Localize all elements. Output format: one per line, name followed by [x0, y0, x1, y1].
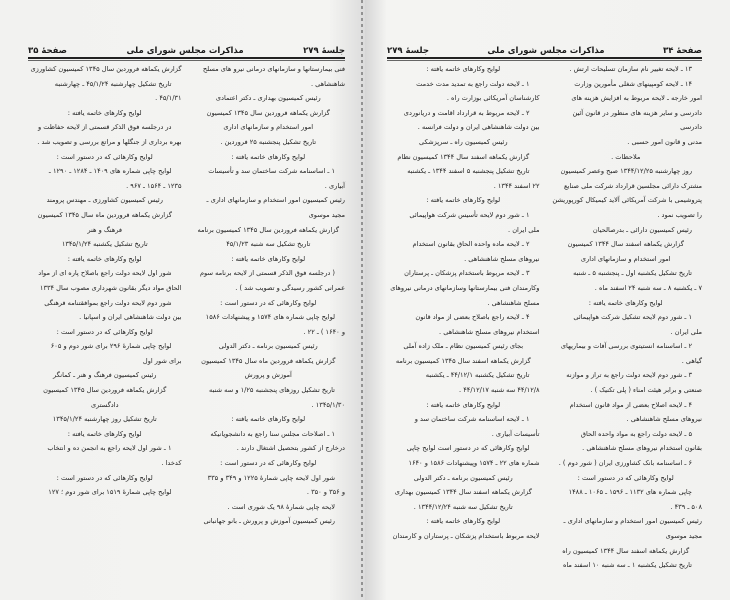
- text-line: لوایح وکارهای خاتمه یافته :: [426, 517, 501, 526]
- text-line: ۴۴/۱۲/۸ سه شنبه ۴۴/۱۲/۱۷ .: [459, 386, 540, 395]
- text-line: امور استخدام و سازمانهای اداری: [580, 254, 671, 263]
- text-line: بین دولت شاهنشاهی ایران و اسپانیا .: [79, 313, 182, 322]
- text-line: شاهنشاهی .: [310, 79, 345, 88]
- text-line: و ۳۵۶ و ۳۵۰ .: [306, 488, 345, 497]
- text-line: شور اول لایحه چاپی شمارهٔ ۱۲۲۵ و ۳۴۹ و ۳۳۵: [207, 473, 335, 482]
- text-line: بین دولت شاهنشاهی ایران و دولت فرانسه .: [417, 123, 540, 132]
- text-line: آموزش و پرورش: [244, 371, 292, 380]
- text-columns: [387, 62, 702, 590]
- text-line: ۱ ـ شور اول لایحه راجع به انجمن ده و انتخاب: [47, 444, 172, 453]
- text-line: گزارش یکماهه فروردین ماه سال ۱۳۴۵ کمیسیون: [201, 356, 336, 365]
- text-line: ۱۴ ـ لایحه کومپینهای شغلی مأمورین وزارت: [574, 79, 692, 88]
- page-header: [387, 42, 702, 56]
- text-line: درخارج از کشور بتحصیل اشتغال دارند .: [236, 444, 345, 453]
- text-line: گزارش یکماهه اسفند سال ۱۳۴۴ کمیسیون نظام: [397, 152, 530, 161]
- text-line: ۲ ـ لایحه ماده واحده الحاق بقانون استخدام: [412, 240, 530, 249]
- page-number: صفحهٔ ۳۴: [663, 46, 702, 56]
- text-line: لوایح چاپی شماره های ۱۵۷۴ و پیشنهادات ۱۵۸۶: [205, 313, 335, 322]
- text-line: ۷ ـ یکشنبه ۸ ـ سه شنبه ۲۴ اسفند ماه .: [594, 283, 702, 292]
- text-line: رئیس کمیسیون امور استخدام و سازمانهای اداری ـ مجید موسوی: [563, 517, 702, 540]
- text-line: لوایح چاپی شمارهٔ ۱۵۱۹ برای شور دوم ؛ ۱۲۷: [48, 488, 172, 497]
- text-line: ۵۰۸ ـ ۴۳۹ .: [670, 502, 702, 511]
- text-line: لوایح وکارهائی که در دستور است :: [56, 327, 153, 336]
- text-line: تأسیسات آبیاری .: [491, 429, 540, 438]
- text-line: پتروشیمی با شرکت آمریکائی آلاید کیمیکال کورپوریشن: [552, 196, 702, 205]
- text-line: لوایح وکارهای خاتمه یافته :: [231, 254, 306, 263]
- text-line: مشترک دارائی مجلسین قرارداد شرکت ملی صنایع: [564, 181, 702, 190]
- header-rule: [387, 57, 702, 59]
- text-line: استخدام نیروهای مسلح شاهنشاهی .: [439, 327, 540, 336]
- column-left: [28, 62, 182, 590]
- text-line: لوایح چاپی شمارهٔ ۲۹۶ برای شور دوم و ۶۰۵: [50, 342, 172, 351]
- text-line: بقانون استخدام نیروهای مسلح شاهنشاهی .: [582, 444, 702, 453]
- text-line: تاریخ تشکیل سه شنبه ۴۵/۱/۲۳: [226, 240, 311, 249]
- text-line: ۱ ـ شور دوم لایحه تأسیس شرکت هواپیمائی: [409, 210, 530, 219]
- text-line: ۱۲۳۵ ـ ۱۵۶۴ ـ ۹۶۷ .: [126, 181, 182, 190]
- text-line: لوایح وکارهای خاتمه یافته :: [67, 108, 142, 117]
- text-line: بهره برداری از جنگلها و مراتع بررسی و تصویب شد .: [37, 137, 182, 146]
- text-line: بجای رئیس کمیسیون نظام ـ ملک زاده آملی: [403, 342, 524, 351]
- text-line: نیروهای مسلح شاهنشاهی .: [464, 254, 540, 263]
- text-line: مدنی و قانون امور حسبی .: [627, 137, 702, 146]
- journal-title: مذاکرات مجلس شورای ملی: [487, 46, 605, 56]
- text-line: ملی ایران .: [508, 225, 540, 234]
- text-line: تاریخ تشکیل سه شنبه ۱۳۴۴/۱۲/۲۴ .: [413, 502, 513, 511]
- header-rule: [28, 57, 345, 59]
- text-line: گزارش یکماهه اسفند سال ۱۳۴۵ کمیسیون برنامه: [395, 356, 531, 365]
- text-line: امور استخدام و سازمانهای اداری: [223, 123, 314, 132]
- text-line: تاریخ تشکیل پنجشنبه ۲۵ فروردین .: [220, 137, 317, 146]
- gutter-shadow: [361, 0, 363, 600]
- text-line: شور اول لایحه دولت راجع باصلاح پاره ای از مواد: [38, 269, 172, 278]
- text-line: شماره های ۲۲ ـ ۱۵۷۴ وپیشنهادات ۱۵۸۶ و ۱۶۴۰: [408, 459, 540, 468]
- text-line: ۱ ـ شور دوم لایحه تشکیل شرکت هواپیمائی: [573, 313, 692, 322]
- text-line: لوایح وکارهای خاتمه یافته :: [426, 196, 501, 205]
- text-line: ۲ ـ لایحه مربوط به قرارداد اقامت و دریانوردی: [403, 108, 530, 117]
- text-line: در درجلسه فوق الذکر قسمتی از لایحه حفاظت و: [37, 123, 172, 132]
- text-line: لوایح وکارهائی که در دستور است لوایح چاپی: [406, 444, 530, 453]
- column-left: [387, 62, 540, 590]
- text-line: لوایح وکارهائی که در دستور است :: [577, 473, 674, 482]
- text-line: فرهنگ و هنر: [87, 225, 123, 234]
- text-line: لوایح وکارهای خاتمه یافته :: [231, 415, 306, 424]
- text-line: لوایح وکارهای خاتمه یافته :: [588, 298, 663, 307]
- text-line: ۶ ـ اساسنامه بانک کشاورزی ایران ( شور دوم ) .: [558, 459, 692, 468]
- page-number: صفحهٔ ۳۵: [28, 46, 67, 56]
- text-line: گزارش یکماهه فروردین سال ۱۳۴۵ کمیسیون: [206, 108, 330, 117]
- text-line: ۴ ـ لایحه راجع باصلاح بعضی از مواد قانون: [415, 313, 530, 322]
- text-line: لوایح وکارهای خاتمه یافته :: [231, 152, 306, 161]
- text-line: لوایح وکارهائی که در دستور است :: [56, 152, 153, 161]
- text-line: ۱ ـ اساسنامه شرکت ساختمان سد و تأسیسات: [208, 167, 335, 176]
- text-line: ۱۳۴۵/۱/۳۰ .: [311, 400, 345, 409]
- page-header: [28, 42, 345, 56]
- text-line: لایحه مربوط باستخدام پزشکان ـ پرستاران و کارمندان: [392, 532, 540, 540]
- text-line: ۵ ـ لایحه دولت راجع به مواد واحده الحاق: [580, 429, 692, 438]
- text-line: رئیس کمیسیون آموزش و پرورش ـ بانو جهانبانی: [203, 517, 335, 526]
- text-line: لوایح وکارهای خاتمه یافته :: [426, 65, 501, 73]
- text-line: و ۱۶۴۰ ) ـ ۲۲ .: [303, 327, 345, 336]
- text-line: لوایح وکارهائی که در دستور است :: [220, 298, 317, 307]
- text-line: ۲۲ اسفند ۱۳۴۴ .: [493, 181, 540, 190]
- text-line: عمرانی کشور رسیدگی و تصویب شد ) .: [235, 283, 345, 292]
- text-line: تاریخ تشکیل یکشنبه اول ـ پنجشنبه ۵ ـ شنبه: [573, 269, 692, 278]
- text-line: مسلح شاهنشاهی .: [487, 298, 540, 307]
- text-line: گزارش یکماهه اسفند سال ۱۳۴۴ کمیسیون: [567, 240, 684, 249]
- text-line: گزارش یکماهه اسفند سال ۱۳۴۴ کمیسیون بهداری: [394, 488, 532, 497]
- text-line: ۳ ـ لایحه مربوط باستخدام پزشکان ـ پرستاران: [404, 269, 530, 278]
- text-line: گزارش یکماهه فروردین سال ۱۳۴۵ کمیسیون کشاورزی: [30, 65, 182, 73]
- text-line: کدخدا .: [161, 459, 182, 468]
- text-line: رئیس کمیسیون راه ـ سرپزشکی: [418, 137, 508, 146]
- text-line: الحاق مواد دیگر بقانون شهرداری مصوب سال ۱۳۳۴: [39, 283, 182, 292]
- text-line: دادگستری: [90, 400, 119, 409]
- text-line: روز چهارشنبه ۱۳۴۴/۱۲/۲۵ صبح وعصر کمیسیون: [560, 167, 692, 176]
- session-label: جلسهٔ ۲۷۹: [303, 46, 345, 56]
- text-line: ۱ ـ اصلاحات مجلس سنا راجع به دانشجویانیکه: [210, 429, 335, 438]
- text-line: لوایح وکارهائی که در دستور است :: [56, 473, 153, 482]
- text-line: برای شور اول: [142, 356, 182, 365]
- text-line: را تصویب نمود .: [657, 210, 702, 219]
- text-line: شور دوم لایحه دولت راجع بموافقتنامه فرهنگی: [44, 298, 172, 307]
- text-line: تاریخ تشکیل روز چهارشنبه ۱۳۴۵/۱/۲۴: [52, 415, 157, 424]
- text-line: لایحه چاپی شمارهٔ ۹۸ یک شوری است .: [227, 502, 335, 511]
- text-line: صنعتی و برابر هیئت امناء ( پلی تکنیک ) .: [590, 386, 702, 395]
- text-line: رئیس کمیسیون کشاورزی ـ مهندس پرومند: [46, 196, 163, 205]
- column-right: [550, 62, 703, 590]
- text-line: آبیاری .: [324, 181, 345, 190]
- text-line: کارشناسان آمریکائی بوزارت راه .: [446, 94, 540, 103]
- journal-title: مذاکرات مجلس شورای ملی: [126, 46, 244, 56]
- text-line: امور خارجه ـ لایحه مربوط به افزایش هزینه های: [571, 94, 702, 103]
- text-line: فنی بیمارستانها و سازمانهای درمانی نیرو های مسلح: [202, 65, 345, 73]
- text-line: رئیس کمیسیون بهداری ـ دکتر اعتمادی: [215, 94, 321, 103]
- text-line: لوایح وکارهای خاتمه یافته :: [67, 429, 142, 438]
- text-line: تاریخ تشکیل یکشنبه ۱ ـ سه شنبه ۱۰ اسفند ماه: [562, 561, 692, 570]
- text-line: لوایح وکارهای خاتمه یافته :: [426, 400, 501, 409]
- text-line: تاریخ تشکیل پنجشنبه ۵ اسفند ۱۳۴۴ ـ یکشنبه: [407, 167, 530, 176]
- text-line: تاریخ تشکیل روزهای پنجشنبه ۱/۲۵ و سه شنبه: [209, 386, 335, 395]
- text-line: دادرسی و سایر هزینه های منظور در قانون آئین دادرسی: [572, 108, 702, 132]
- text-line: ۳ ـ شور دوم لایحه دولت راجع به تراز و موازنه: [566, 371, 692, 380]
- text-line: نیروهای مسلح شاهنشاهی .: [626, 415, 702, 424]
- column-right: [192, 62, 346, 590]
- text-line: چاپی شماره های ۱۱۳۲ ـ ۱۵۹۶ ـ ۱۰۶۵ ـ ۱۴۸۸: [568, 488, 692, 497]
- text-line: تاریخ تشکیل یکشنبه ۱۳۴۵/۱/۲۴: [61, 240, 148, 249]
- text-line: ( درجلسه فوق الذکر قسمتی از لایحه برنامه سوم: [199, 269, 335, 278]
- text-line: ۴۵/۱/۳۱ .: [155, 94, 182, 103]
- text-line: ۱ ـ لایحه دولت راجع به تمدید مدت خدمت: [416, 79, 530, 88]
- text-line: تاریخ تشکیل یکشنبه ۴۴/۱۲/۱ ـ یکشنبه: [425, 371, 530, 380]
- text-line: رئیس کمیسیون برنامه ـ دکتر الدولی: [218, 342, 318, 351]
- text-line: ملاحظات .: [611, 152, 641, 161]
- text-line: گزارش یکماهه فروردین سال ۱۳۴۵ کمیسیون برنامه: [197, 225, 340, 234]
- text-line: گزارش یکماهه اسفند سال ۱۳۴۴ کمیسیون راه: [562, 546, 690, 555]
- text-line: رئیس کمیسیون برنامه ـ دکتر الدولی: [413, 473, 513, 482]
- text-line: رئیس کمیسیون امور استخدام و سازمانهای اداری ـ مجید موسوی: [206, 196, 345, 219]
- text-line: ملی ایران .: [670, 327, 702, 336]
- text-columns: [28, 62, 345, 590]
- text-line: ۴ ـ لایحه اصلاح بعضی از مواد قانون استخدام: [569, 400, 692, 409]
- text-line: رئیس کمیسیون فرهنگ و هنر ـ کمانگر: [52, 371, 157, 380]
- text-line: لوایح وکارهائی که در دستور است :: [220, 459, 317, 468]
- text-line: لوایح چاپی شماره های ۱۴۰۹ ـ ۱۲۸۴ ـ ۱۲۹۰ ـ: [48, 167, 172, 176]
- text-line: ۱ ـ لایحه اساسنامه شرکت ساختمان سد و: [414, 415, 530, 424]
- text-line: گزارش یکماهه فروردین سال ۱۳۴۵ کمیسیون: [43, 386, 167, 395]
- text-line: ۱۳ ـ لایحه تغییر نام سازمان تسلیحات ارتش .: [569, 65, 692, 73]
- text-line: لوایح وکارهای خاتمه یافته :: [67, 254, 142, 263]
- text-line: تاریخ تشکیل چهارشنبه ۴۵/۱/۲۴ ـ چهارشنبه: [54, 79, 172, 88]
- text-line: رئیس کمیسیون دارائی ـ بدرصالحیان: [592, 225, 692, 234]
- text-line: گیاهی .: [681, 356, 702, 365]
- text-line: ۲ ـ اساسنامه انستیتوی بررسی آفات و بیماریهای: [560, 342, 692, 351]
- text-line: وکارمندان فنی بیمارستانها وسازمانهای درمانی نیروهای: [390, 283, 540, 292]
- right-page: [365, 0, 730, 600]
- session-label: جلسهٔ ۲۷۹: [387, 46, 429, 56]
- text-line: گزارش یکماهه فروردین ماه سال ۱۳۴۵ کمیسیون: [37, 210, 172, 219]
